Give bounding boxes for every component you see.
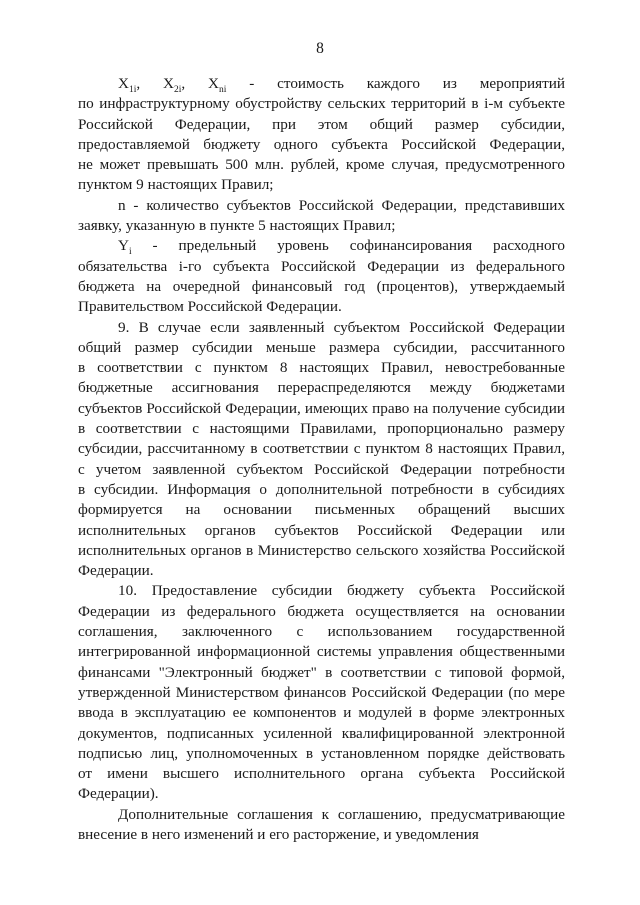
text-line: в субсидии. Информация о дополнительной потребности в субсидиях (78, 480, 565, 498)
text-line: Правительством Российской Федерации. (78, 298, 342, 316)
text-line: бюджета на очередной финансовый год (процентов), утверждаемый (78, 277, 565, 295)
paragraph-clause-10 (78, 581, 565, 804)
paragraph-def-y (78, 236, 565, 317)
text-line: ввода в эксплуатацию ее компонентов и модулей в форме электронных (78, 704, 565, 722)
text-line: заявку, указанную в пункте 5 настоящих Правил; (78, 217, 396, 235)
text-line: формируется на основании письменных обращений высших (78, 501, 565, 519)
document-body (78, 74, 565, 845)
text-line: с учетом заявленной субъектом Российской Федерации потребности (78, 460, 565, 478)
text-line: соглашения, заключенного с использованием государственной (78, 623, 565, 641)
text-line: общий размер субсидии меньше размера субсидии, рассчитанного (78, 338, 565, 356)
text-line: документов, подписанных усиленной квалифицированной электронной (78, 724, 565, 742)
text-line: в соответствии с пунктом 8 настоящих Правил, невостребованные (78, 359, 565, 377)
text-line: Дополнительные соглашения к соглашению, предусматривающие (118, 805, 565, 823)
text-line: $Y_i$ - предельный уровень софинансирования расходного (118, 237, 565, 258)
text-line: 10. Предоставление субсидии бюджету субъекта Российской (118, 582, 565, 600)
text-line: интегрированной информационной системы управления общественными (78, 643, 565, 661)
text-line: обязательства i-го субъекта Российской Федерации из федерального (78, 257, 565, 275)
text-line: Российской Федерации, при этом общий размер субсидии, (78, 115, 565, 133)
text-line: субъектов Российской Федерации, имеющих право на получение субсидии (78, 399, 565, 417)
text-line: субсидии, рассчитанному в соответствии с пунктом 8 настоящих Правил, (78, 440, 565, 458)
page-number: 8 (316, 40, 324, 57)
text-line: в соответствии с настоящими Правилами, пропорционально размеру (78, 420, 565, 438)
text-line: Федерации). (78, 785, 159, 803)
text-line: финансами "Электронный бюджет" в соответствии с типовой формой, (78, 663, 565, 681)
text-line: предоставляемой бюджету одного субъекта Российской Федерации, (78, 135, 565, 153)
text-line: 9. В случае если заявленный субъектом Российской Федерации (118, 318, 565, 336)
text-line: не может превышать 500 млн. рублей, кроме случая, предусмотренного (78, 156, 565, 174)
text-line: исполнительных органов в Министерство сельского хозяйства Российской (78, 541, 565, 559)
text-line: Федерации. (78, 562, 154, 580)
text-line: n - количество субъектов Российской Федерации, представивших (118, 196, 565, 214)
text-line: $X_{1i}$, $X_{2i}$, $X_{ni}$ - стоимость каждого из мероприятий (118, 75, 566, 96)
paragraph-clause-9 (78, 318, 565, 582)
text-line: по инфраструктурному обустройству сельских территорий в i-м субъекте (78, 95, 565, 113)
text-line: Федерации из федерального бюджета осуществляется на основании (78, 602, 565, 620)
text-line: бюджетные ассигнования перераспределяются между бюджетами (78, 379, 565, 397)
text-line: внесение в него изменений и его расторжение, и уведомления (78, 825, 479, 843)
text-line: утвержденной Министерством финансов Российской Федерации (по мере (78, 683, 565, 701)
paragraph-def-n (78, 196, 565, 237)
paragraph-additional (78, 805, 565, 846)
text-line: подписью лиц, уполномоченных в установленном порядке действовать (78, 744, 565, 762)
text-line: пунктом 9 настоящих Правил; (78, 176, 274, 194)
paragraph-def-x (78, 74, 565, 196)
text-line: от имени высшего исполнительного органа субъекта Российской (78, 765, 565, 783)
text-line: исполнительных органов субъектов Российской Федерации или (78, 521, 565, 539)
